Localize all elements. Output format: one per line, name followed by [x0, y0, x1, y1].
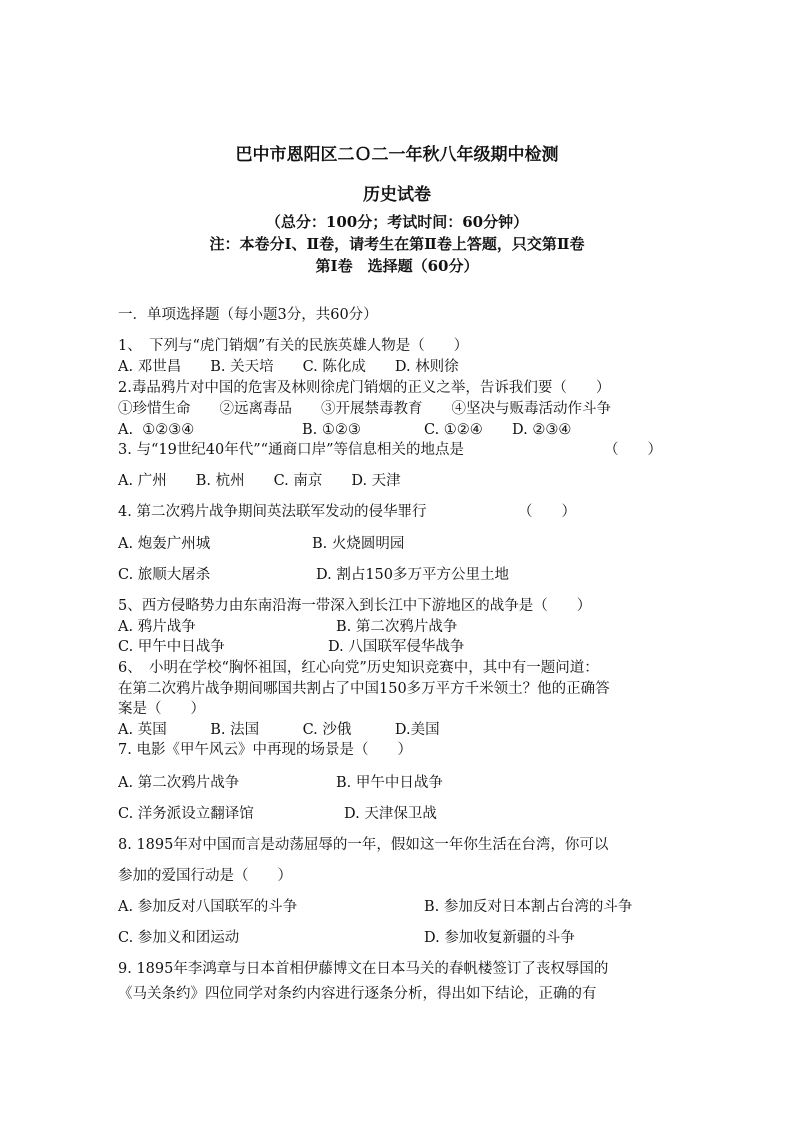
question-8-option-d: D. 参加收复新疆的斗争	[424, 930, 575, 946]
question-4-paren: （ ）	[518, 504, 576, 520]
question-6-stem-line-1: 6、 小明在学校“胸怀祖国，红心向党”历史知识竞赛中，其中有一题问道：	[118, 660, 599, 676]
question-4-option-c: C. 旅顺大屠杀	[118, 567, 211, 583]
question-4-stem: 4. 第二次鸦片战争期间英法联军发动的侵华罪行	[118, 504, 427, 520]
question-4-option-a: A. 炮轰广州城	[118, 536, 211, 552]
question-7-option-d: D. 天津保卫战	[344, 806, 437, 822]
question-2-option-a: A. ①②③④	[118, 422, 195, 438]
question-8-stem-line-2: 参加的爱国行动是（ ）	[118, 868, 292, 884]
question-5-option-c: C. 甲午中日战争	[118, 639, 225, 655]
question-5-option-b: B. 第二次鸦片战争	[336, 619, 458, 635]
question-7-option-b: B. 甲午中日战争	[336, 775, 443, 791]
question-3-paren: （ ）	[604, 442, 662, 458]
question-9-stem-line-2: 《马关条约》四位同学对条约内容进行逐条分析，得出如下结论，正确的有	[118, 986, 597, 1002]
question-2-items: ①珍惜生命 ②远离毒品 ③开展禁毒教育 ④坚决与贩毒活动作斗争	[118, 401, 611, 417]
question-3-stem: 3. 与“19世纪40年代”“通商口岸”等信息相关的地点是	[118, 442, 464, 458]
question-8-stem-line-1: 8. 1895年对中国而言是动荡屈辱的一年，假如这一年你生活在台湾，你可以	[118, 837, 609, 853]
question-7-stem: 7. 电影《甲午风云》中再现的场景是（ ）	[118, 742, 412, 758]
question-2-option-b: B. ①②③	[302, 422, 361, 438]
question-9-stem-line-1: 9. 1895年李鸿章与日本首相伊藤博文在日本马关的春帆楼签订了丧权辱国的	[118, 961, 609, 977]
question-2-option-c: C. ①②④	[424, 422, 483, 438]
question-8-option-b: B. 参加反对日本割占台湾的斗争	[424, 899, 633, 915]
question-7-option-a: A. 第二次鸦片战争	[118, 775, 240, 791]
part1-heading: 第Ⅰ卷 选择题（60分）	[315, 257, 479, 275]
exam-title: 巴中市恩阳区二Ｏ二一年秋八年级期中检测	[235, 145, 559, 165]
question-6-stem-line-2: 在第二次鸦片战争期间哪国共割占了中国150多万平方千米领土？他的正确答	[118, 681, 610, 697]
question-5-option-d: D. 八国联军侵华战争	[328, 639, 465, 655]
score-time-info: （总分：100分；考试时间：60分钟）	[265, 213, 529, 231]
section-heading: 一．单项选择题（每小题3分，共60分）	[118, 307, 378, 323]
question-6-options: A. 英国 B. 法国 C. 沙俄 D.美国	[118, 722, 440, 738]
question-4-option-d: D. 割占150多万平方公里土地	[316, 567, 510, 583]
exam-note: 注：本卷分Ⅰ、Ⅱ卷，请考生在第Ⅱ卷上答题，只交第Ⅱ卷	[209, 235, 585, 253]
question-1-stem: 1、 下列与“虎门销烟”有关的民族英雄人物是（ ）	[118, 338, 469, 354]
question-3-options: A. 广州 B. 杭州 C. 南京 D. 天津	[118, 473, 401, 489]
question-5-option-a: A. 鸦片战争	[118, 619, 196, 635]
question-6-stem-line-3: 案是（ ）	[118, 701, 205, 717]
question-7-option-c: C. 洋务派设立翻译馆	[118, 806, 254, 822]
exam-subtitle: 历史试卷	[363, 185, 431, 205]
question-8-option-c: C. 参加义和团运动	[118, 930, 240, 946]
question-5-stem: 5、西方侵略势力由东南沿海一带深入到长江中下游地区的战争是（ ）	[118, 598, 592, 614]
question-2-option-d: D. ②③④	[512, 422, 572, 438]
question-2-stem: 2.毒品鸦片对中国的危害及林则徐虎门销烟的正义之举，告诉我们要（ ）	[118, 380, 611, 396]
question-1-options: A. 邓世昌 B. 关天培 C. 陈化成 D. 林则徐	[118, 359, 459, 375]
question-4-option-b: B. 火烧圆明园	[312, 536, 405, 552]
question-8-option-a: A. 参加反对八国联军的斗争	[118, 899, 298, 915]
